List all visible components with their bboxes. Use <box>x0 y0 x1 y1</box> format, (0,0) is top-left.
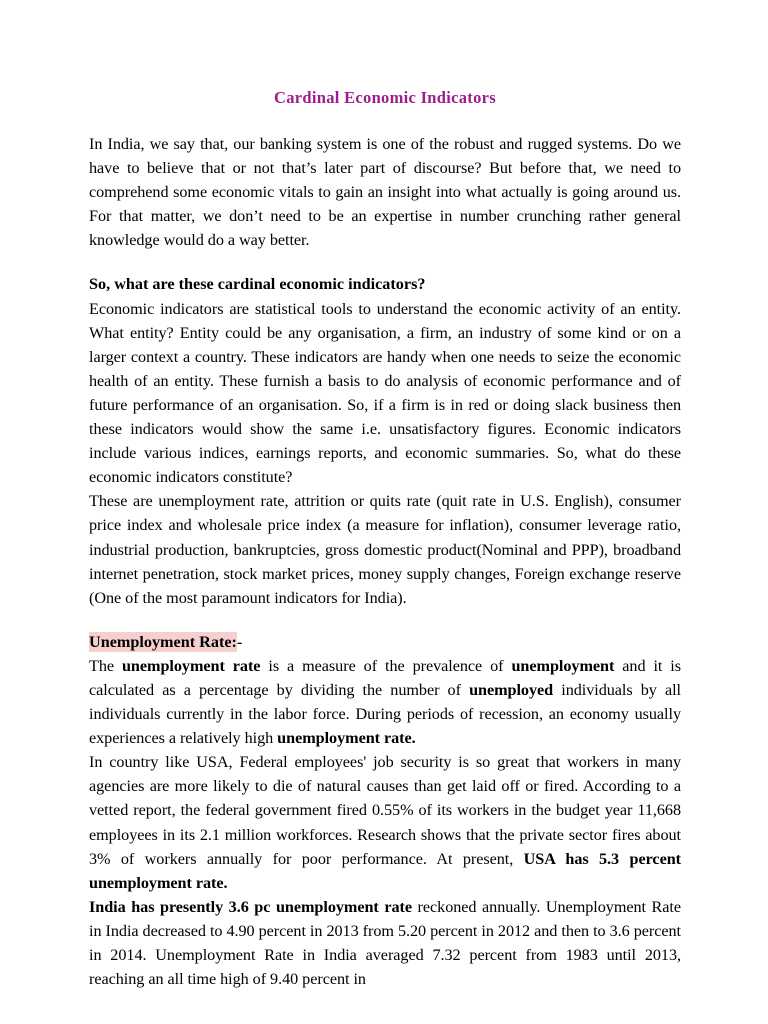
heading-unemployment-rate-highlight: Unemployment Rate: <box>89 632 237 651</box>
heading-unemployment-rate-suffix: - <box>236 632 243 651</box>
paragraph-india-statistics <box>89 895 681 991</box>
heading-question: So, what are these cardinal economic indicators? <box>89 275 426 294</box>
bold-unemployment-rate-end: unemployment rate. <box>277 729 416 748</box>
text-segment: individuals by all individuals currently in the labor force. During periods of recession, an economy usually experiences a relatively high <box>89 680 681 748</box>
bold-usa-rate: USA has 5.3 percent unemployment rate. <box>89 849 681 892</box>
text-segment: The <box>89 656 122 675</box>
bold-unemployment-rate: unemployment rate <box>121 656 261 675</box>
paragraph-usa-statistics <box>89 750 681 895</box>
paragraph-indicators-list: These are unemployment rate, attrition or quits rate (quit rate in U.S. English), consumer price index and wholesale price index (a measure for inflation), consumer leverage ratio, industrial production, bankruptcies, gross domestic product(Nominal and PPP), broadband internet penetration, stock market prices, money supply changes, Foreign exchange reserve (One of the most paramount indicators for India). <box>89 492 681 607</box>
paragraph-intro: In India, we say that, our banking system is one of the robust and rugged systems. Do we have to believe that or not that’s later part of discourse? But before that, we need to comprehend some economic vitals to gain an insight into what actually is going around us. For that matter, we don’t need to be an expertise in number crunching rather general knowledge would do a way better. <box>89 135 681 250</box>
heading-unemployment-rate <box>89 630 681 654</box>
paragraph-definition: Economic indicators are statistical tools to understand the economic activity of an entity. What entity? Entity could be any organisation, a firm, an industry of some kind or on a larger context a country. These indicators are handy when one needs to seize the economic health of an entity. These furnish a basis to do analysis of economic performance and of future performance of an organisation. So, if a firm is in red or doing slack business then these indicators would show the same i.e. unsatisfactory figures. Economic indicators include various indices, earnings reports, and economic summaries. So, what do these economic indicators constitute? <box>89 299 681 487</box>
text-segment: reckoned annually. Unemployment Rate in India decreased to 4.90 percent in 2013 from 5.20 percent in 2012 and then to 3.6 percent in 2014. Unemployment Rate in India averaged 7.32 percent from 1983 until 2013, reaching an all time high of 9.40 percent in <box>89 897 682 989</box>
text-segment: is a measure of the prevalence of <box>260 656 512 675</box>
bold-unemployment: unemployment <box>511 656 615 675</box>
bold-unemployed: unemployed <box>469 680 554 699</box>
document-content <box>89 88 681 991</box>
text-segment: and it is calculated as a percentage by dividing the number of <box>89 656 681 699</box>
text-segment: In country like USA, Federal employees' job security is so great that workers in many agencies are more likely to die of natural causes than get laid off or fired. According to a vetted report, the federal government fired 0.55% of its workers in the budget year 11,668 employees in its 2.1 million workforces. Research shows that the private sector fires about 3% of workers annually for poor performance. At present, <box>89 753 681 868</box>
paragraph-unemployment-definition <box>89 654 681 750</box>
page-title: Cardinal Economic Indicators <box>274 88 496 107</box>
bold-india-rate: India has presently 3.6 pc unemployment rate <box>89 897 412 916</box>
